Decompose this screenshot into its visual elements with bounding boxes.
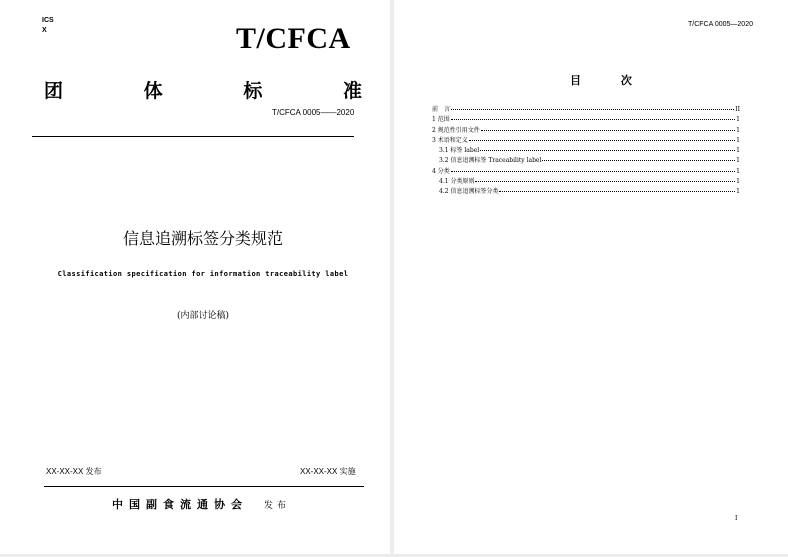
toc-entry-page: 1: [736, 188, 740, 196]
publish-date: XX-XX-XX 发布: [46, 467, 102, 476]
toc-subentry[interactable]: [432, 145, 740, 155]
toc-entry-label: 2 规范性引用文件: [432, 126, 480, 134]
standard-type: [44, 76, 362, 103]
toc-entry-label: 3 术语和定义: [432, 136, 468, 144]
toc-leader: [451, 109, 734, 110]
toc-leader: [499, 191, 735, 192]
toc-entry[interactable]: [432, 104, 740, 114]
toc-subentry[interactable]: [432, 186, 740, 196]
header-standard-number: T/CFCA 0005—2020: [688, 21, 753, 28]
toc-entry-label: 4 分类: [432, 167, 450, 175]
toc-leader: [480, 150, 735, 151]
toc-entry[interactable]: [432, 135, 740, 145]
toc-entry-label: 1 范围: [432, 116, 450, 124]
cover-page: [0, 0, 390, 554]
toc-entry-label: 4.1 分类原则: [439, 178, 475, 186]
toc-entry-label: 3.2 信息追溯标签 Traceability label: [439, 157, 542, 165]
toc-leader: [481, 130, 735, 131]
toc-leader: [451, 119, 735, 120]
toc-entry-label: 前 言: [432, 106, 451, 113]
toc-leader: [542, 160, 735, 161]
page-number: I: [735, 515, 738, 522]
bottom-divider: [44, 486, 364, 487]
toc-page: [394, 0, 788, 554]
toc-entry-page: 1: [736, 178, 740, 186]
toc-heading: 目 次: [570, 74, 650, 87]
issuing-suffix: 发布: [264, 501, 291, 511]
toc-subentry[interactable]: [432, 176, 740, 186]
draft-note: (内部讨论稿): [176, 311, 230, 321]
standard-type-char: 体: [143, 80, 163, 102]
toc-entry-label: 4.2 信息追溯标签分类: [439, 188, 499, 196]
toc-entry[interactable]: [432, 166, 740, 176]
ics-code: X: [42, 27, 47, 34]
toc-entry-page: 1: [736, 167, 740, 175]
ics-label: ICS: [42, 17, 54, 24]
ics-block: [42, 16, 54, 36]
toc-entry-page: 1: [736, 136, 740, 144]
document-title-cn: 信息追溯标签分类规范: [122, 229, 283, 248]
top-divider: [32, 136, 354, 137]
standard-type-char: 团: [44, 80, 64, 102]
toc-entry[interactable]: [432, 125, 740, 135]
document-title-en: Classification specification for information traceability label: [57, 270, 349, 278]
toc-leader: [469, 140, 735, 141]
toc-entry-label: 3.1 标签 label: [439, 147, 480, 155]
implement-date: XX-XX-XX 实施: [300, 467, 356, 476]
toc-leader: [451, 171, 735, 172]
toc-subentry[interactable]: [432, 155, 740, 165]
standard-type-char: 标: [243, 80, 263, 102]
toc-entry-page: 1: [736, 116, 740, 124]
issuing-organization: 中国副食流通协会: [112, 498, 248, 511]
toc-entry-page: 1: [736, 147, 740, 155]
standard-type-char: 准: [342, 80, 362, 102]
toc-entry[interactable]: [432, 114, 740, 124]
toc-entry-page: 1: [736, 157, 740, 165]
toc-entry-page: 1: [736, 126, 740, 134]
standard-number: T/CFCA 0005——2020: [272, 108, 355, 117]
standard-brand: T/CFCA: [236, 22, 351, 55]
toc-entry-page: II: [735, 106, 740, 113]
table-of-contents: [432, 104, 740, 197]
toc-leader: [475, 181, 735, 182]
